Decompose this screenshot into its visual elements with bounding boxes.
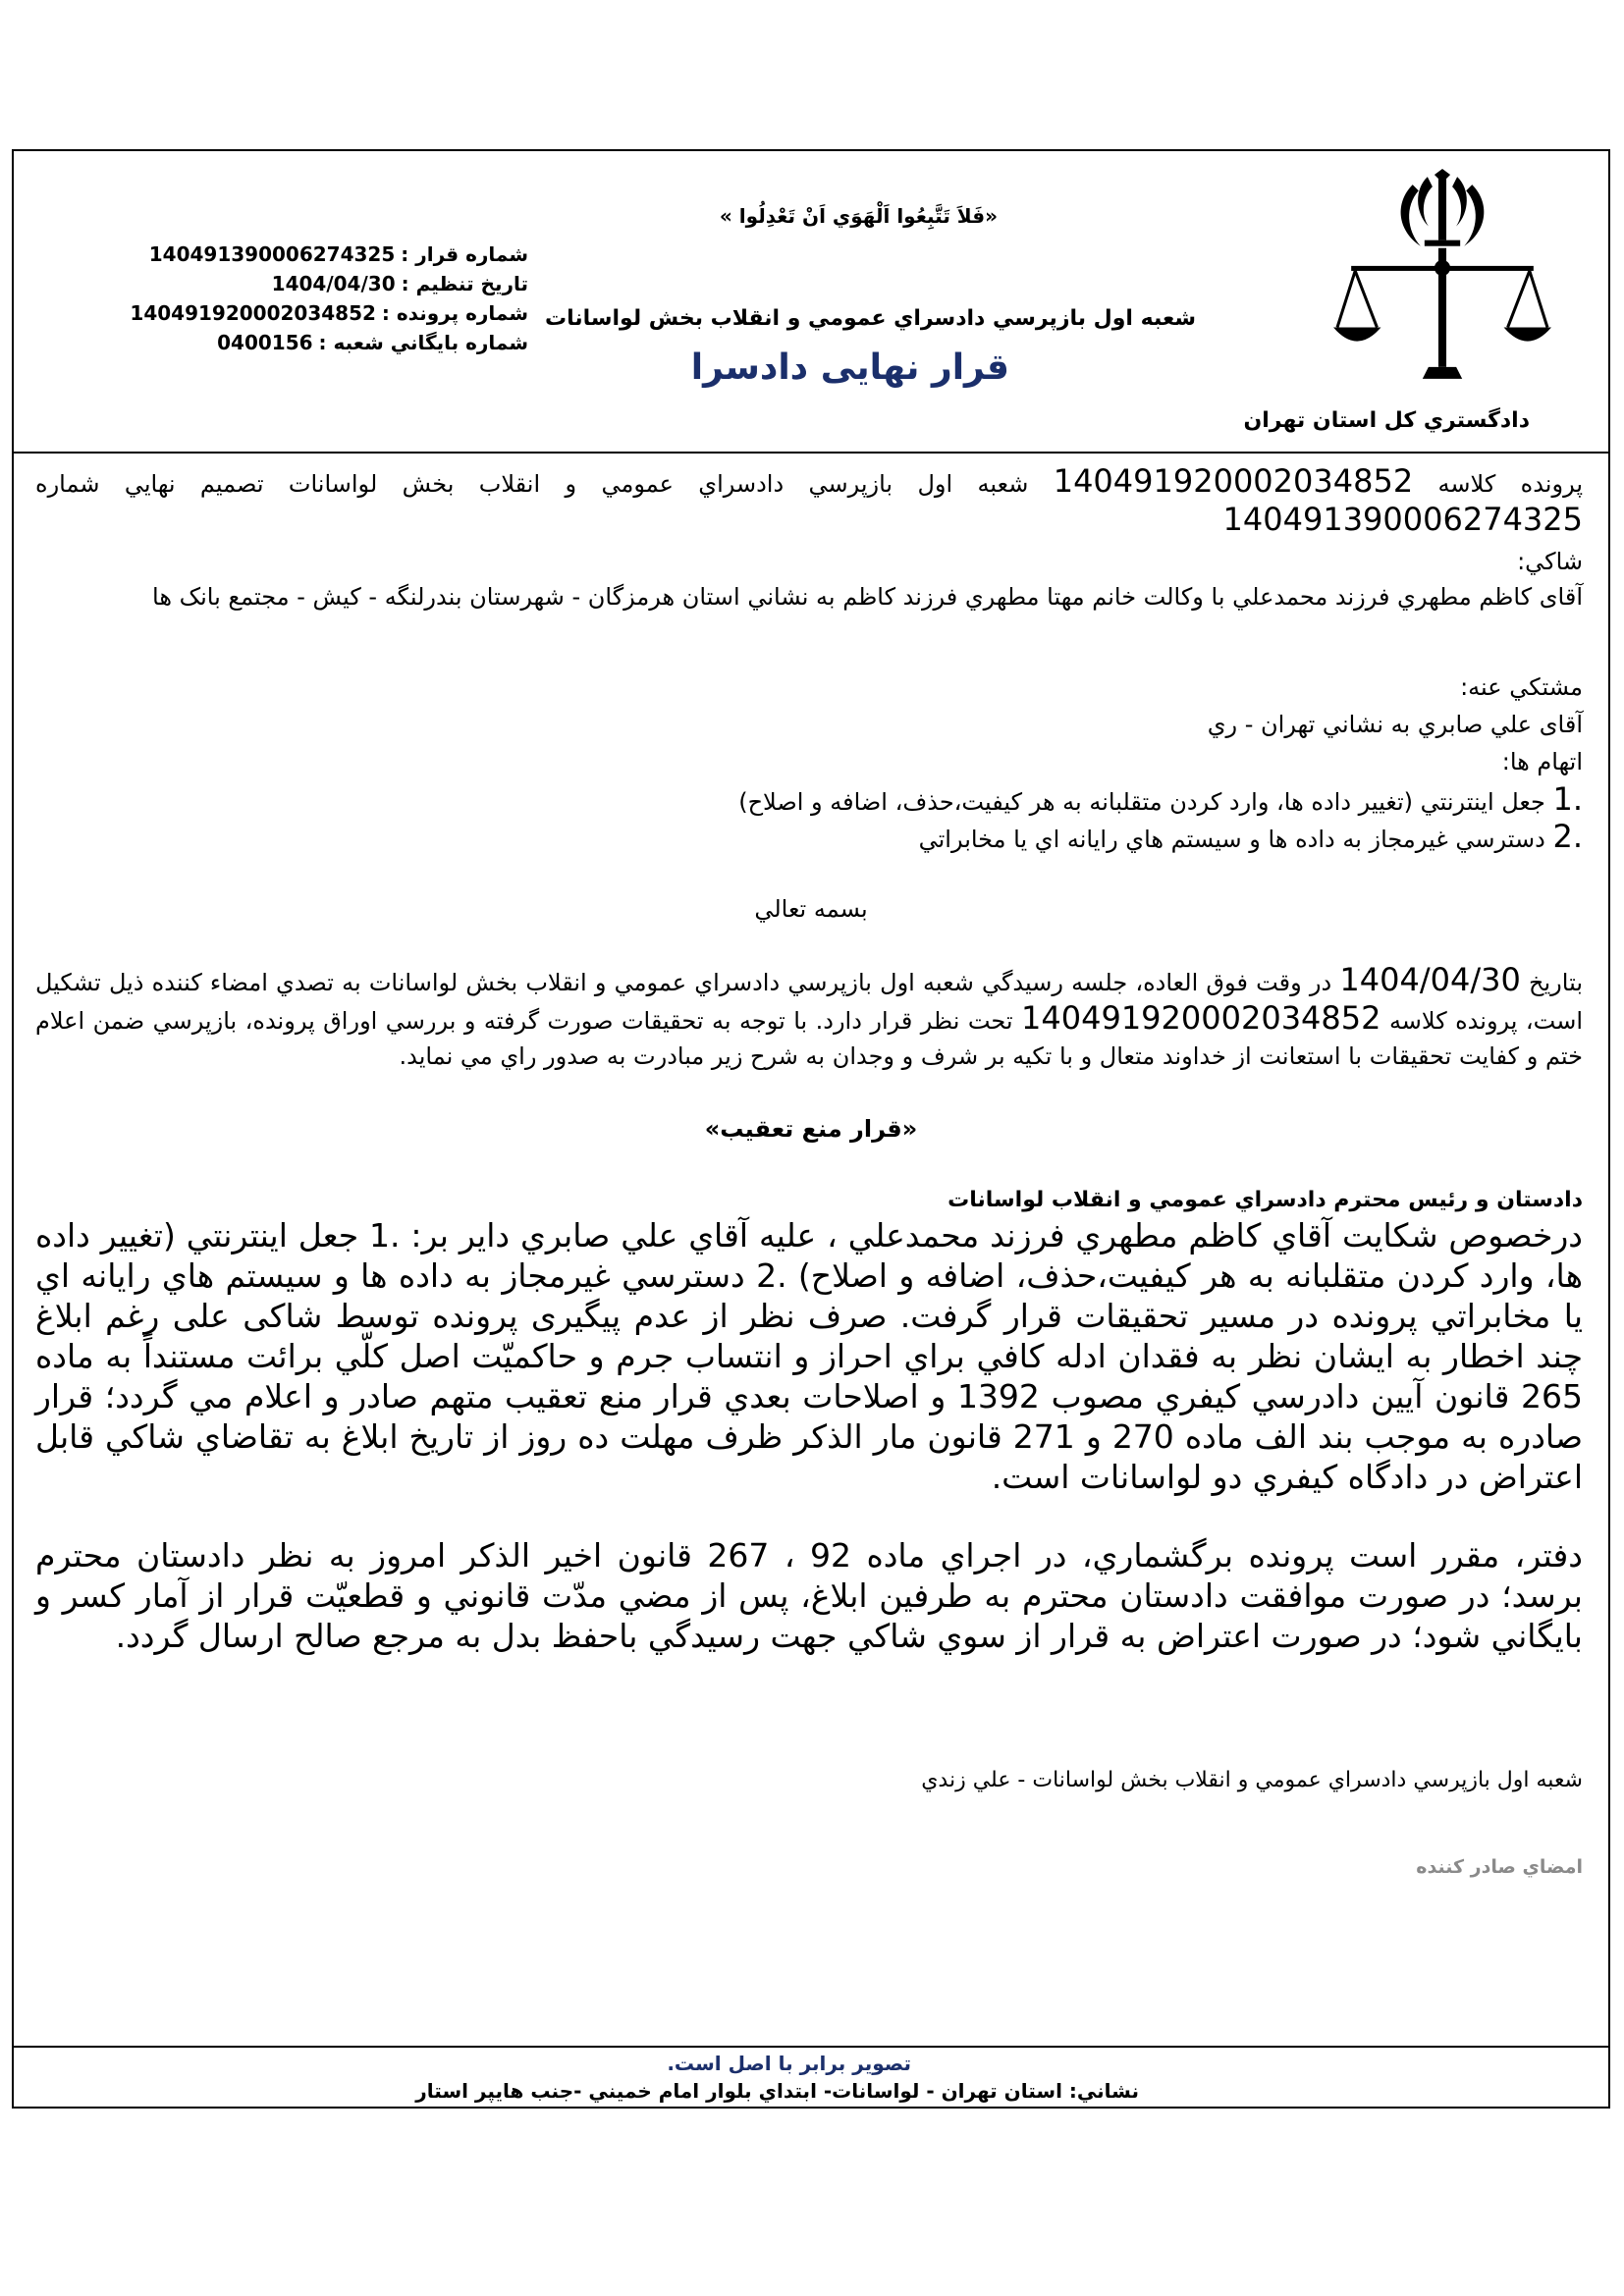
charge-number: 1. <box>1552 780 1583 818</box>
paragraph-text: قانون آيين دادرسي کيفري مصوب <box>1051 1377 1510 1415</box>
document-frame <box>12 149 1610 2109</box>
paragraph-text: و اصلاحات بعدي قرار منع تعقيب متهم صادر و اعلام مي گردد؛ قرار صادره به موجب بند الف ماده <box>35 1377 1584 1456</box>
case-mid-text: شعبه اول بازپرسي دادسراي عمومي و انقلاب بخش لواسانات تصميم نهايي شماره <box>35 470 1029 498</box>
meta-value: 0400156 <box>217 331 313 354</box>
charge-text: جعل اينترنتي (تغيير داده ها، وارد کردن متقلبانه به هر کيفيت،حذف، اضافه و اصلاح) <box>738 788 1545 816</box>
paragraph-number: 1392 <box>956 1377 1040 1415</box>
paragraph-text: ، <box>784 1536 795 1575</box>
defendant-label: مشتکي عنه: <box>1460 673 1583 701</box>
paragraph-number: 2. <box>756 1256 787 1295</box>
intro-text: تحت نظر قرار دارد. با توجه به تحقيقات صورت گرفته و بررسي اوراق پرونده، بازپرسي ضمن اعلام ختم و کفايت تحقيقات با استعانت از خداوند متعال و با تکيه بر شرف و وجدان به شرح زير مبادرت به صدور راي مي نمايد. <box>35 1007 1583 1070</box>
paragraph-text: قانون مار الذکر ظرف مهلت ده روز از تاريخ ابلاغ به تقاضاي شاکي قابل اعتراض در دادگاه کيفري دو لواسانات است. <box>35 1417 1583 1496</box>
case-pre-text: پرونده کلاسه <box>1437 470 1583 498</box>
certified-copy-note: تصوير برابر با اصل است. <box>667 2052 911 2075</box>
meta-decision-number <box>116 240 528 269</box>
document-header <box>14 151 1608 454</box>
paragraph-text: قانون اخير الذکر امروز به نظر دادستان محترم برسد؛ در صورت موافقت دادستان محترم به طرفين ابلاغ، پس از مضي مدّت قانوني و قطعيّت قرار از آمار کسر و بايگاني شود؛ در صورت اعتراض به قرار از سوي شاکي جهت رسيدگي باحفظ بدل به مرجع صالح ارسال گردد. <box>35 1536 1583 1655</box>
paragraph-text: جعل اينترنتي (تغيير داده ها، وارد کردن متقلبانه به هر کيفيت،حذف، اضافه و اصلاح) <box>35 1216 1583 1295</box>
decision-number: 140491390006274325 <box>1222 501 1583 538</box>
paragraph-text: و <box>1085 1417 1102 1456</box>
meta-value: 140491920002034852 <box>130 301 376 325</box>
charge-text: دسترسي غيرمجاز به داده ها و سيستم هاي رايانه اي يا مخابراتي <box>918 826 1545 853</box>
decision-paragraph-2 <box>35 1535 1583 1656</box>
charge-item <box>35 819 1583 857</box>
defendant-details: آقای علي صابري به نشاني تهران - ري <box>1207 711 1583 738</box>
iran-emblem-with-scales-icon <box>1333 169 1551 387</box>
decision-paragraph-1 <box>35 1215 1583 1497</box>
paragraph-text: دسترسي غيرمجاز به داده ها و سيستم هاي رايانه اي يا مخابراتي پرونده در مسير تحقيقات قرار گرفت. صرف نظر از عدم پيگيری پرونده توسط شاکی علی رغم ابلاغ چند اخطار به ايشان نظر به فقدان ادله کافي براي احراز و انتساب جرم و حاکميّت اصل کلّي برائت مستنداً به ماده <box>35 1256 1583 1375</box>
session-intro <box>35 962 1583 1074</box>
meta-value: 1404/04/30 <box>271 272 396 295</box>
court-name: دادگستري کل استان تهران <box>1243 408 1530 433</box>
intro-text: بتاريخ <box>1529 969 1583 996</box>
complainant-details: آقای کاظم مطهري فرزند محمدعلي با وکالت خانم مهتا مطهري فرزند کاظم به نشاني استان هرمزگان - شهرستان بندرلنگه - کيش - مجتمع بانک ها <box>152 583 1583 611</box>
paragraph-number: 271 <box>1012 1417 1075 1456</box>
meta-issue-date <box>116 269 528 298</box>
case-number: 140491920002034852 <box>1053 462 1414 500</box>
charge-item <box>35 781 1583 820</box>
paragraph-number: 267 <box>707 1536 770 1575</box>
charge-number: 2. <box>1552 818 1583 855</box>
intro-case-number: 140491920002034852 <box>1021 999 1381 1037</box>
signer-label: امضاي صادر کننده <box>1416 1856 1583 1878</box>
document-title: قرار نهایی دادسرا <box>690 347 1009 388</box>
complainant-label: شاکي: <box>1517 548 1583 575</box>
case-metadata <box>116 240 528 357</box>
paragraph-number: 265 <box>1521 1377 1583 1415</box>
session-date: 1404/04/30 <box>1339 961 1521 998</box>
court-address: نشاني: استان تهران - لواسانات- ابتداي بلوار امام خميني -جنب هايپر استار <box>415 2079 1139 2103</box>
document-footer <box>14 2046 1608 2107</box>
decision-title: «قرار منع تعقيب» <box>704 1115 918 1143</box>
paragraph-text: دفتر، مقرر است پرونده برگشماري، در اجراي ماده <box>866 1536 1583 1575</box>
meta-label: شماره قرار : <box>401 242 528 266</box>
branch-name: شعبه اول بازپرسي دادسراي عمومي و انقلاب بخش لواسانات <box>544 306 1196 331</box>
meta-label: شماره بايگاني شعبه : <box>318 331 528 354</box>
case-reference <box>35 463 1583 540</box>
meta-case-number <box>116 298 528 328</box>
signature-line: شعبه اول بازپرسي دادسراي عمومي و انقلاب بخش لواسانات - علي زندي <box>921 1768 1583 1792</box>
paragraph-text: درخصوص شکايت آقاي کاظم مطهري فرزند محمدعلي ، عليه آقاي علي صابري داير بر: <box>410 1216 1583 1255</box>
quran-verse: «فَلاَ تَتَّبِعُوا اَلْهَوَي اَنْ تَعْدِلُوا » <box>719 204 998 228</box>
meta-value: 140491390006274325 <box>148 242 396 266</box>
basmala: بسمه تعالي <box>754 895 868 923</box>
meta-label: تاريخ تنظيم : <box>401 272 528 295</box>
charges-label: اتهام ها: <box>1501 748 1583 775</box>
addressee: دادستان و رئيس محترم دادسراي عمومي و انقلاب لواسانات <box>947 1188 1583 1212</box>
paragraph-number: 92 <box>809 1536 851 1575</box>
meta-archive-number <box>116 328 528 357</box>
paragraph-number: 270 <box>1111 1417 1174 1456</box>
paragraph-number: 1. <box>369 1216 401 1255</box>
meta-label: شماره پرونده : <box>381 301 528 325</box>
intro-text: در وقت فوق العاده، جلسه رسيدگي شعبه اول بازپرسي دادسراي عمومي و انقلاب بخش لواسانات به تصدي امضاء کننده ذيل تشکيل است، پرونده کلاسه <box>35 969 1583 1035</box>
